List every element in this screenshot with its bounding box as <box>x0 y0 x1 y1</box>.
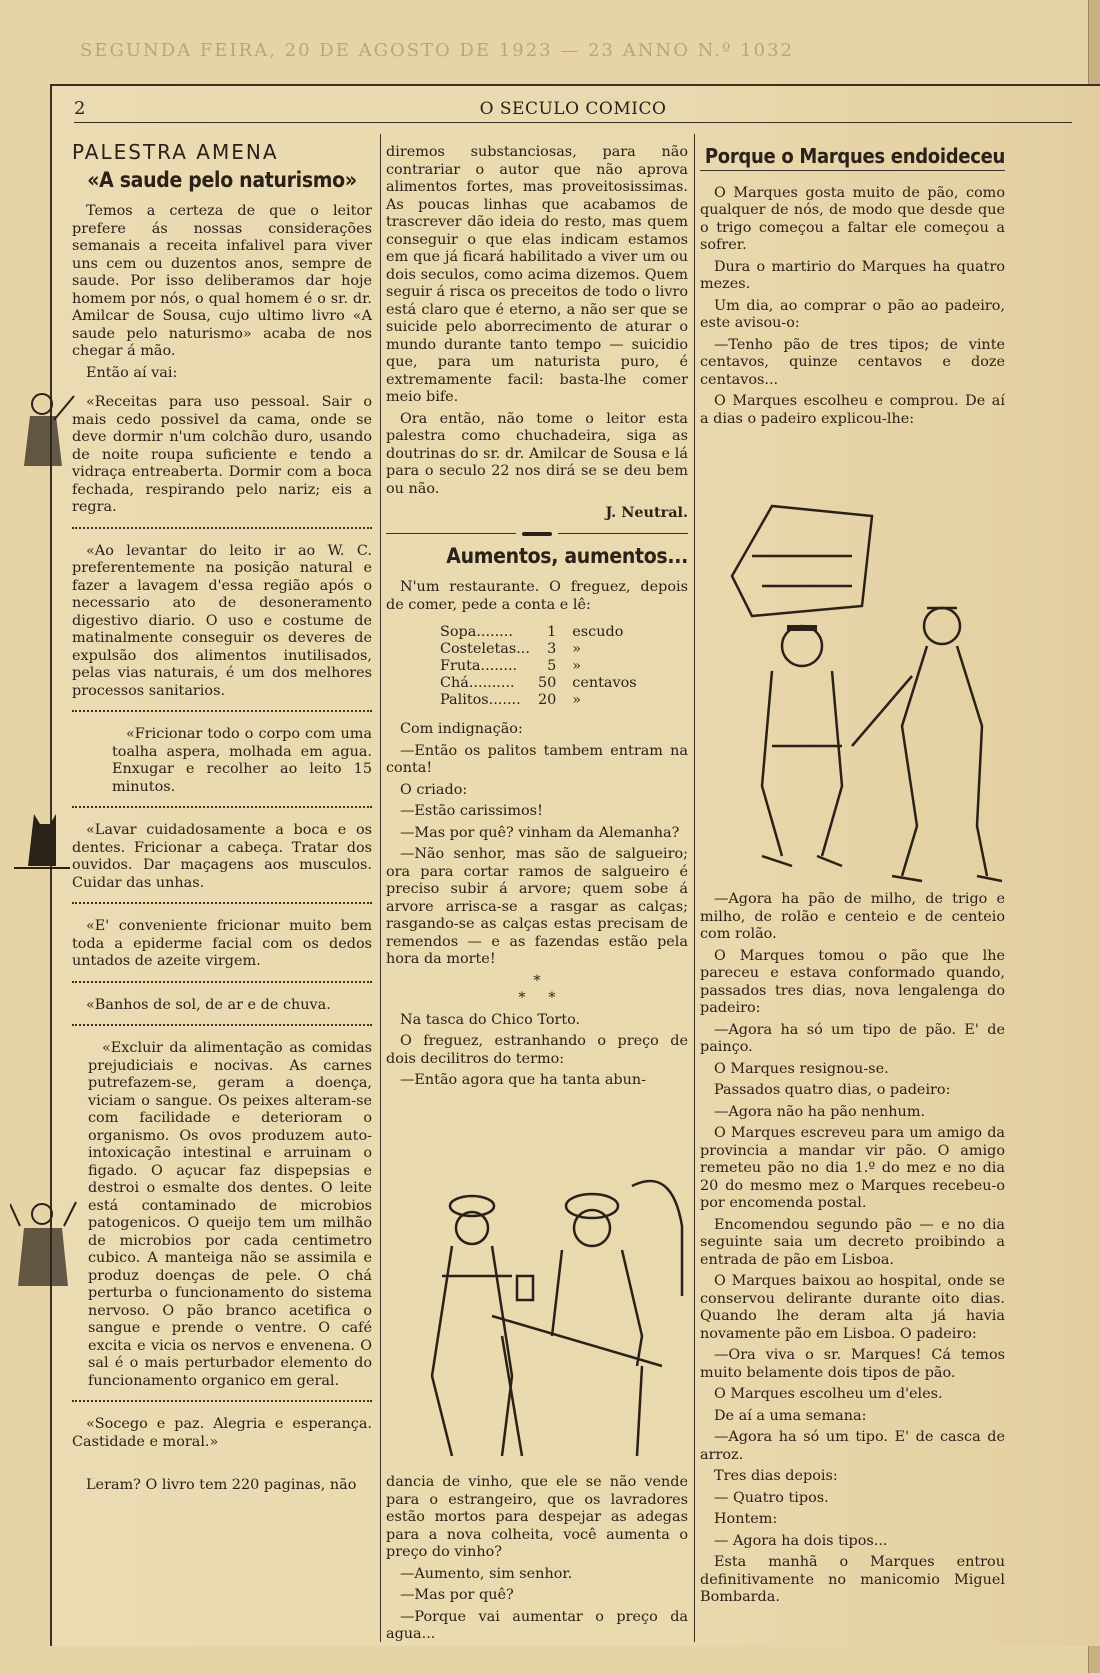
paragraph: Temos a certeza de que o leitor prefere ás nossas considerações semanais a receita infalivel para viver uns cem ou duzentos anos, sempre de saude. Por isso deliberamos dar hoje homem por nós, o qual homem é o sr. dr. Amilcar de Sousa, cujo ultimo livro «A saude pelo naturismo» acaba de nos chegar á mão. <box>72 203 372 359</box>
bill-table <box>436 624 641 709</box>
dotted-separator <box>72 902 372 904</box>
dancing-figure-icon <box>10 1196 80 1296</box>
paragraph: Dura o martirio do Marques ha quatro mezes. <box>700 258 1005 292</box>
paragraph: —Tenho pão de tres tipos; de vinte centavos, quinze centavos e doze centavos... <box>700 336 1005 388</box>
column-3 <box>700 144 1005 432</box>
paragraph: —Então os palitos tambem entram na conta! <box>386 742 688 776</box>
paragraph: O criado: <box>400 781 468 798</box>
section-title: PALESTRA AMENA <box>72 140 279 164</box>
paragraph: Então aí vai: <box>86 364 178 381</box>
paragraph: «Lavar cuidadosamente a boca e os dentes. Fricionar a cabeça. Tratar dos ouvidos. Dar maçagens aos musculos. Cuidar das unhas. <box>72 822 372 891</box>
paragraph: De aí a uma semana: <box>714 1407 867 1424</box>
newspaper-page <box>50 84 1100 1646</box>
paragraph: —Mas por quê? vinham da Alemanha? <box>400 824 680 841</box>
bleed-through-text: SEGUNDA FEIRA, 20 DE AGOSTO DE 1923 — 23 ANNO N.º 1032 <box>80 40 794 61</box>
bill-unit: » <box>572 658 582 674</box>
signature: J. Neutral. <box>605 504 688 521</box>
dotted-separator <box>72 527 372 529</box>
column-rule <box>694 134 695 1642</box>
paragraph: O Marques gosta muito de pão, como qualquer de nós, de modo que desde que o trigo começou a faltar ele começou a sofrer. <box>700 184 1005 253</box>
paragraph: «Ao levantar do leito ir ao W. C. preferentemente na posição natural e fazer a lavagem d'essa região após o necessario ato de desoneramento digestivo diario. O uso e costume de matinalmente conseguir os deveres de expulsão dos alimentos inutilisados, pelas vias naturais, é um dos melhores processos sanitarios. <box>72 542 372 699</box>
bill-qty: 1 <box>547 624 557 640</box>
paragraph: «Socego e paz. Alegria e esperança. Castidade e moral.» <box>72 1416 372 1450</box>
dotted-separator <box>72 981 372 983</box>
paragraph: Leram? O livro tem 220 paginas, não <box>86 1477 357 1493</box>
masthead: O SECULO COMICO <box>479 99 667 119</box>
column-rule <box>380 134 381 1642</box>
paragraph: O Marques resignou-se. <box>714 1060 889 1077</box>
paragraph: «Fricionar todo o corpo com uma toalha aspera, molhada em agua. Enxugar e recolher ao leito 15 minutos. <box>112 726 372 795</box>
paragraph: diremos substanciosas, para não contrariar o autor que não aprova alimentos fortes, mas proveitosissimas. As poucas linhas que acabamos de trascrever dão ideia do resto, mas quem conseguir o que elas indicam estamos em que já ficará habilitado a viver um ou dois seculos, como acima dizemos. Quem seguir á risca os preceitos de todo o livro está claro que é eterno, a não ser que se suicide pelo aborrecimento de aturar o mundo durante tanto tempo — suicidio que, para um naturista puro, é extremamente facil: basta-lhe comer meio bife. <box>386 144 688 405</box>
paragraph: Ora então, não tome o leitor esta palestra como chuchadeira, siga as doutrinas do sr. dr. Amilcar de Sousa e lá para o seculo 22 nos dirá se se deu bem ou não. <box>386 410 688 497</box>
paragraph: Hontem: <box>714 1511 778 1527</box>
paragraph: —Aumento, sim senhor. <box>400 1565 573 1582</box>
bill-item: Sopa........ <box>440 624 513 640</box>
paragraph: Um dia, ao comprar o pão ao padeiro, este avisou-o: <box>700 297 1005 331</box>
paragraph: O Marques escolheu um d'eles. <box>714 1386 943 1402</box>
paragraph: O freguez, estranhando o preço de dois decilitros do termo: <box>386 1033 688 1067</box>
bill-qty: 50 <box>537 675 557 691</box>
bill-item: Fruta........ <box>440 658 518 674</box>
paragraph: Na tasca do Chico Torto. <box>400 1011 581 1028</box>
paragraph: O Marques tomou o pão que lhe pareceu e estava conformado quando, passados tres dias, nova lengalenga do padeiro: <box>700 947 1005 1016</box>
column-2 <box>386 144 688 1094</box>
paragraph: «Banhos de sol, de ar e de chuva. <box>86 996 331 1013</box>
bill-qty: 3 <box>547 641 557 657</box>
table-row <box>436 658 641 675</box>
page-header <box>74 98 1072 123</box>
table-row <box>436 624 641 641</box>
paragraph: O Marques escreveu para um amigo da provincia a mandar vir pão. O amigo remeteu pão no dia 1.º do mez e no dia 20 do mesmo mez o Marques recebeu-o por encomenda postal. <box>700 1125 1005 1211</box>
paragraph: Com indignação: <box>400 721 523 737</box>
table-row <box>436 675 641 692</box>
paragraph: —Ora viva o sr. Marques! Cá temos muito belamente dois tipos de pão. <box>700 1347 1005 1381</box>
paragraph: Passados quatro dias, o padeiro: <box>714 1082 951 1098</box>
bill-unit: centavos <box>572 675 637 691</box>
paragraph: —Então agora que ha tanta abun- <box>400 1072 647 1088</box>
bill-item: Palitos....... <box>440 692 521 708</box>
paragraph: —Agora ha só um tipo. E' de casca de arroz. <box>700 1429 1005 1463</box>
paragraph: «Excluir da alimentação as comidas prejudiciais e nocivas. As carnes putrefazem-se, geram a doença, viciam o sangue. Os peixes alteram-se com facilidade e deterioram o organismo. Os ovos produzem auto-intoxicação intestinal e arruinam o figado. O açucar faz dispepsias e destroi o esmalte dos dentes. O leite está contaminado de microbios patogenicos. O queijo tem um milhão de microbios por cada centimetro cubico. A manteiga não se assimila e produz doenças de pele. O chá perturba o funcionamento do sistema nervoso. O pão branco acetifica o sangue e prende o ventre. O café excita e vicia os nervos e envenena. O sal é o mais perturbador elemento do funcionamento organico em geral. <box>88 1040 372 1389</box>
baker-illustration <box>712 496 1002 886</box>
dotted-separator <box>72 1024 372 1026</box>
bill-qty: 5 <box>547 658 557 674</box>
column-1 <box>72 140 372 1499</box>
ornamental-separator <box>386 532 688 536</box>
dotted-separator <box>72 806 372 808</box>
paragraph: —Estão carissimos! <box>400 803 543 819</box>
bill-unit: escudo <box>572 624 624 640</box>
dotted-separator <box>72 710 372 712</box>
paragraph: «E' conveniente fricionar muito bem toda a epiderme facial com os dedos untados de azeite virgem. <box>72 918 372 969</box>
bill-item: Costeletas... <box>440 641 530 657</box>
cat-icon <box>14 806 74 876</box>
article-title: Aumentos, aumentos... <box>446 543 688 568</box>
dotted-separator <box>72 1400 372 1402</box>
tavern-illustration <box>402 1166 692 1466</box>
article-title: «A saude pelo naturismo» <box>87 167 357 192</box>
paragraph: —Agora ha pão de milho, de trigo e milho, de rolão e centeio e de centeio com rolão. <box>700 891 1005 942</box>
paragraph: O Marques escolheu e comprou. De aí a dias o padeiro explicou-lhe: <box>700 393 1005 427</box>
paragraph: N'um restaurante. O freguez, depois de comer, pede a conta e lê: <box>386 579 688 613</box>
bill-qty: 20 <box>537 692 557 708</box>
paragraph: —Agora não ha pão nenhum. <box>714 1103 926 1120</box>
paragraph: O Marques baixou ao hospital, onde se conservou delirante durante oito dias. Quando lhe deram alta já havia novamente pão em Lisboa. O padeiro: <box>700 1273 1005 1342</box>
column-3-bottom <box>700 891 1005 1611</box>
paragraph: —Mas por quê? <box>400 1587 514 1603</box>
bill-item: Chá.......... <box>440 675 515 691</box>
table-row <box>436 641 641 658</box>
paragraph: —Agora ha só um tipo de pão. E' de painço. <box>700 1021 1005 1055</box>
bill-unit: » <box>572 692 582 708</box>
paragraph: Encomendou segundo pão — e no dia seguinte saia um decreto proibindo a entrada de pão em Lisboa. <box>700 1216 1005 1268</box>
paragraph: — Quatro tipos. <box>714 1489 829 1506</box>
paragraph: «Receitas para uso pessoal. Sair o mais cedo possivel da cama, onde se deve dormir n'um colchão duro, usando de noite roupa suficiente e tendo a vidraça entreaberta. Dormir com a boca fechada, respirando pelo nariz; eis a regra. <box>72 394 372 515</box>
page-number: 2 <box>74 98 86 119</box>
girl-figure-icon <box>12 386 82 476</box>
paragraph: Esta manhã o Marques entrou definitivamente no manicomio Miguel Bombarda. <box>700 1554 1005 1605</box>
paragraph: —Porque vai aumentar o preço da agua... <box>386 1608 688 1642</box>
paragraph: Tres dias depois: <box>714 1468 838 1484</box>
paragraph: — Agora ha dois tipos... <box>714 1532 888 1549</box>
table-row <box>436 692 641 709</box>
bill-unit: » <box>572 641 582 657</box>
column-2-bottom <box>386 1474 688 1648</box>
asterism: * * * <box>518 972 556 1006</box>
article-title: Porque o Marques endoideceu <box>700 148 1005 171</box>
paragraph: dancia de vinho, que ele se não vende para o estrangeiro, que os lavradores estão mortos para despejar as adegas para a nova colheita, você aumenta o preço do vinho? <box>386 1474 688 1560</box>
paragraph: —Não senhor, mas são de salgueiro; ora para cortar ramos de salgueiro é preciso subir á arvore; quem sobe á arvore arrisca-se a rasgar as calças; rasgando-se as calças estas precisam de remendos — e as fazendas estão pela hora da morte! <box>386 846 688 967</box>
